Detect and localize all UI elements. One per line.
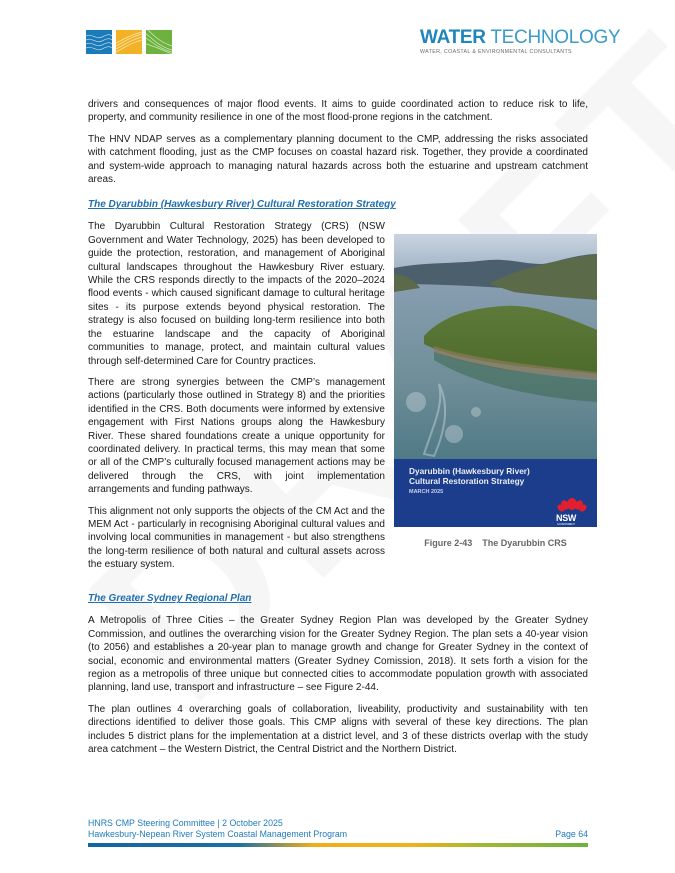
brand-tagline: WATER, COASTAL & ENVIRONMENTAL CONSULTANTS (420, 49, 572, 55)
cover-date: MARCH 2025 (409, 489, 444, 496)
page-footer (88, 818, 588, 847)
brand-name-bold: WATER (420, 27, 486, 48)
logo-tile-yellow (116, 30, 142, 54)
section-heading-crs[interactable]: The Dyarubbin (Hawkesbury River) Cultural Restoration Strategy (88, 199, 396, 211)
footer-document-title: Hawkesbury-Nepean River System Coastal Management Program (88, 829, 348, 839)
crs-cover-image (394, 234, 597, 527)
footer-page-number: Page 64 (555, 829, 588, 839)
nsw-logo-text: NSW (556, 513, 577, 524)
figure-number: Figure 2-43 (424, 538, 473, 549)
brand-logo (420, 27, 621, 55)
page-header (0, 0, 675, 75)
body-paragraph: The plan outlines 4 overarching goals of collaboration, liveability, productivity and sustainability with ten directions identified to deliver those goals. This CMP aligns with several of these key directions. The plan includes 5 district plans for the implementation at a district level, and 3 of these districts overlap with the study area catchment – the Western District, the Central District and the Northern District. (88, 703, 588, 756)
body-paragraph: The Dyarubbin Cultural Restoration Strategy (CRS) (NSW Government and Water Technology, 2025) has been developed to guide the protection, restoration, and management of Aboriginal cultural landscapes throughout the Hawkesbury River estuary. While the CRS responds directly to the impacts of the 2020–2024 flood events - which caused significant damage to cultural heritage sites - its purpose extends beyond physical restoration. The strategy is also focused on building long-term resilience into both the estuarine landscape and the capacity of Aboriginal communities to manage, protect, and maintain cultural values through self-determined Care for Country practices. (88, 221, 385, 367)
footer-row (88, 829, 588, 840)
figure-2-43 (394, 234, 597, 548)
water-technology-wave-tiles-icon (86, 30, 172, 54)
body-paragraph: There are strong synergies between the CMP’s management actions (particularly those outlined in Strategy 8) and the priorities identified in the CRS. Both documents were informed by extensive engagement with First Nations groups along the Hawkesbury River. These shared foundations create a unique opportunity for coordinated delivery. In practical terms, this may mean that some or all of the CMP’s culturally focused management actions may be delivered through the CRS, with joint implementation arrangements and funding pathways. (88, 376, 385, 496)
brand-name-light: TECHNOLOGY (490, 27, 621, 48)
brand-name (420, 27, 621, 48)
footer-gradient-bar (88, 843, 588, 847)
figure-caption (394, 538, 597, 548)
figure-title: The Dyarubbin CRS (482, 538, 567, 549)
section-heading-gsrp[interactable]: The Greater Sydney Regional Plan (88, 593, 252, 605)
logo-tile-blue (86, 30, 112, 54)
footer-committee-date: HNRS CMP Steering Committee | 2 October 2025 (88, 818, 283, 828)
body-paragraph: drivers and consequences of major flood events. It aims to guide coordinated action to reduce risk to life, property, and community resilience in one of the most flood-prone regions in the catchment. (88, 99, 588, 124)
crs-section (88, 220, 588, 588)
cover-title: Dyarubbin (Hawkesbury River) Cultural Restoration Strategy (409, 466, 530, 487)
body-paragraph: This alignment not only supports the objects of the CM Act and the MEM Act - particularly in recognising Aboriginal cultural values and involving local communities in management - but also strengthens the long-term resilience of both natural and cultural assets across the estuary system. (88, 505, 385, 571)
page-content (88, 98, 588, 765)
body-paragraph: A Metropolis of Three Cities – the Greater Sydney Region Plan was developed by the Greater Sydney Commission, and outlines the overarching vision for the Greater Sydney Region. The plan sets a 40-year vision (to 2056) and establishes a 20-year plan to manage growth and change for Greater Sydney in the context of social, economic and environmental matters (Greater Sydney Comission, 2018). It sets forth a vision for the region as a metropolis of three unique but connected cities to accommodate population growth with associated planning, land use, transport and infrastructure – see Figure 2-44. (88, 615, 588, 694)
logo-tile-green (146, 30, 172, 54)
crs-text-column (88, 220, 385, 571)
cover-title-band (394, 459, 597, 527)
nsw-logo-subtext: GOVERNMENT (557, 523, 575, 527)
body-paragraph: The HNV NDAP serves as a complementary planning document to the CMP, addressing the risks associated with catchment flooding, just as the CMP focuses on coastal hazard risk. Together, they provide a coordinated and system-wide approach to managing natural hazards across both the estuarine and upstream catchment areas. (88, 133, 588, 186)
river-island-photo (394, 234, 597, 459)
